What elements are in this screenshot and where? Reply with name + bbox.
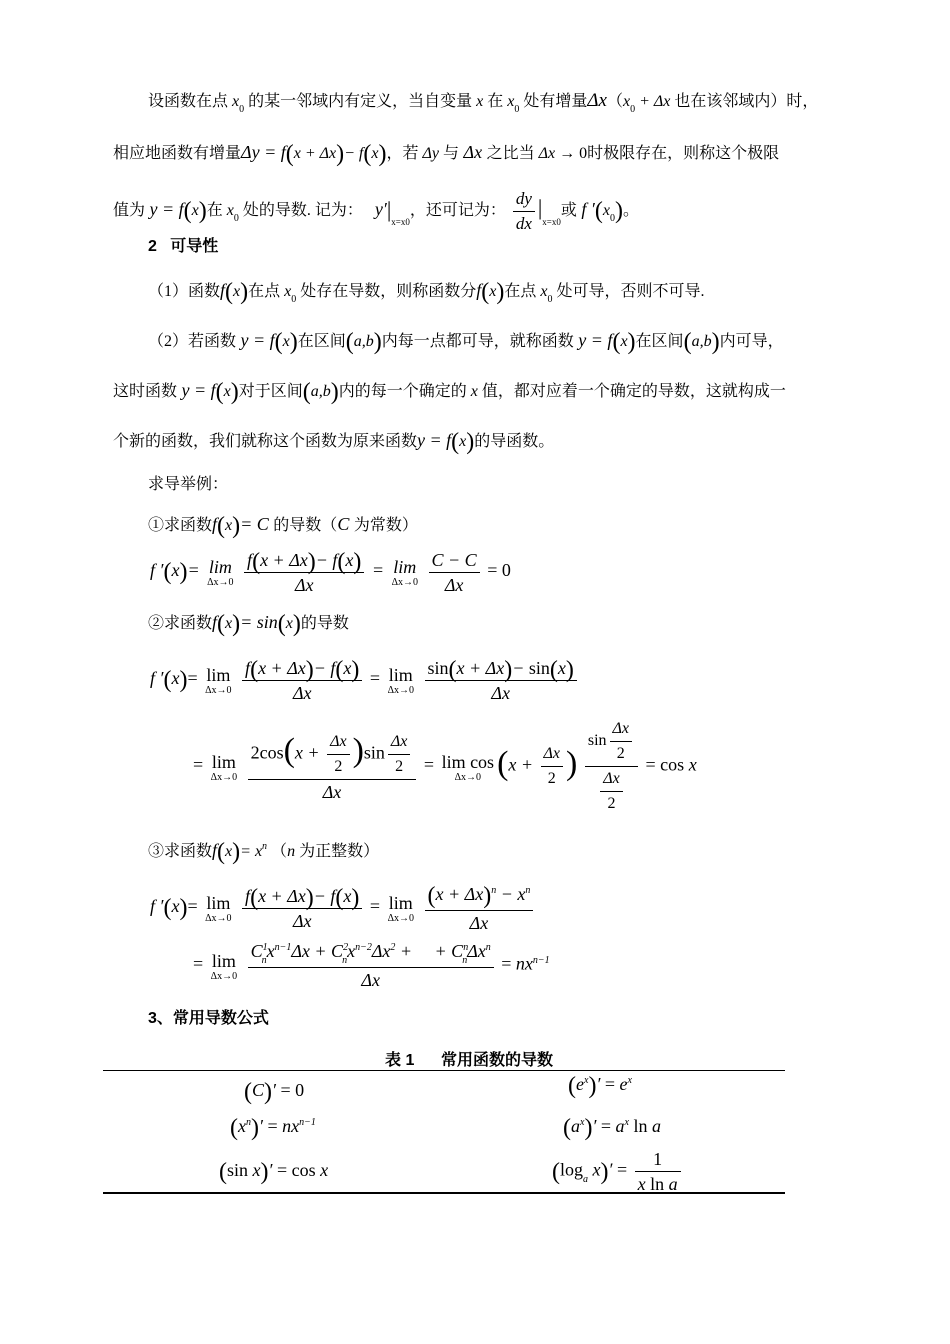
def-line-3: 值为 y = f(x)在 $x_0$ 处的导数. 记为： $y'|_{x=x0}$，还可记为： $\frac{dy}{dx}$ $|_{x=x0}$或 f $'(x_0)$。 — [113, 189, 639, 233]
example-1-title: ①求函数f(x)= C 的导数（C 为常数） — [148, 513, 418, 539]
table-caption: 表 1 常用函数的导数 — [385, 1052, 554, 1069]
table-row-2-left: $(x^n)' = nx^{n-1}$ — [230, 1115, 316, 1141]
example-1-formula: f ′(x)= lim Δx→0 $\frac{f(x + \Delta x)- f(x)}{\Delta x}$ = lim Δx→0 $\frac{C - C}{\Delta x}$ = 0 — [150, 549, 511, 595]
table-row-2-right: $(a^x)' = a^x$ ln a — [563, 1115, 662, 1141]
example-2-title: ②求函数f(x)= sin(x)的导数 — [148, 611, 349, 637]
item-2-line-1: （2）若函数 y = f(x)在区间(a,b)内每一点都可导，就称函数 y = f(x)在区间(a,b)内可导， — [148, 329, 784, 355]
table-row-1-left: (C)′ = 0 — [244, 1079, 305, 1105]
item-2-line-2: 这时函数 y = f(x)对于区间(a,b)内的每一个确定的 x 值，都对应着一个确定的导数，这就构成一 — [113, 379, 786, 405]
table-row-3-right: ($\log_a$ x)′ = $\frac{1}{\text{x ln a}}$ — [552, 1148, 684, 1195]
item-1: （1）函数f(x)在点 $x_0$ 处存在导数，则称函数分f(x)在点 $x_0$ 处可导，否则不可导. — [148, 279, 705, 305]
example-2-formula-line-2: = lim Δx→0 2cos(x + $\frac{\Delta x}{2}$ )sin $\frac{\Delta x}{2}$ Δx = lim cos Δx→0 (x + $\frac{\Delta x}{2}$ ) sin $\frac{\Delta x}{2}$ $\frac{\Delta x}{2}$ = cos x — [193, 720, 697, 812]
section-2-heading: 2 可导性 — [148, 238, 219, 255]
example-3-title: ③求函数$f(x)= x^n$ （n 为正整数） — [148, 839, 380, 865]
table-top-rule — [103, 1070, 785, 1071]
table-row-1-right: $(e^x)' = e^x$ — [568, 1073, 632, 1099]
table-bottom-rule — [103, 1192, 785, 1194]
examples-intro: 求导举例： — [148, 476, 229, 493]
def-line-1: 设函数在点 $x_0$ 的某一邻域内有定义，当自变量 x 在 $x_0$ 处有增量$\Delta x(x_0 + \Delta x$ 也在该邻域内）时， — [148, 90, 819, 115]
item-2-line-3: 个新的函数，我们就称这个函数为原来函数y = f(x)的导函数。 — [113, 429, 555, 455]
section-3-heading: 3、常用导数公式 — [148, 1010, 269, 1027]
example-3-formula-line-2: = lim Δx→0 $\frac{C^1_nx^{n-1}\Delta x + C^2_nx^{n-2}\Delta x^2 + + C^n_n\Delta x^n}{\Delta x}$ = $nx^{n-1}$ — [193, 941, 550, 990]
example-3-formula-line-1: f ′(x)= lim Δx→0 $\frac{f(x + \Delta x)- f(x)}{\Delta x}$ = lim Δx→0 $\frac{(x + \Delta x)^n - x^n}{\Delta x}$ — [150, 882, 536, 934]
table-row-3-left: (sin x)′ = cos x — [219, 1159, 329, 1185]
example-2-formula-line-1: f ′(x)= lim Δx→0 $\frac{f(x + \Delta x)- f(x)}{\Delta x}$ = lim Δx→0 $\frac{\sin(x + \Delta x)- \sin(x)}{\Delta x}$ — [150, 656, 580, 704]
def-line-2: 相应地函数有增量Δy = f(x + Δx)− f(x)，若 Δy 与 Δx 之比当 Δx → 0时极限存在，则称这个极限 — [113, 141, 780, 167]
